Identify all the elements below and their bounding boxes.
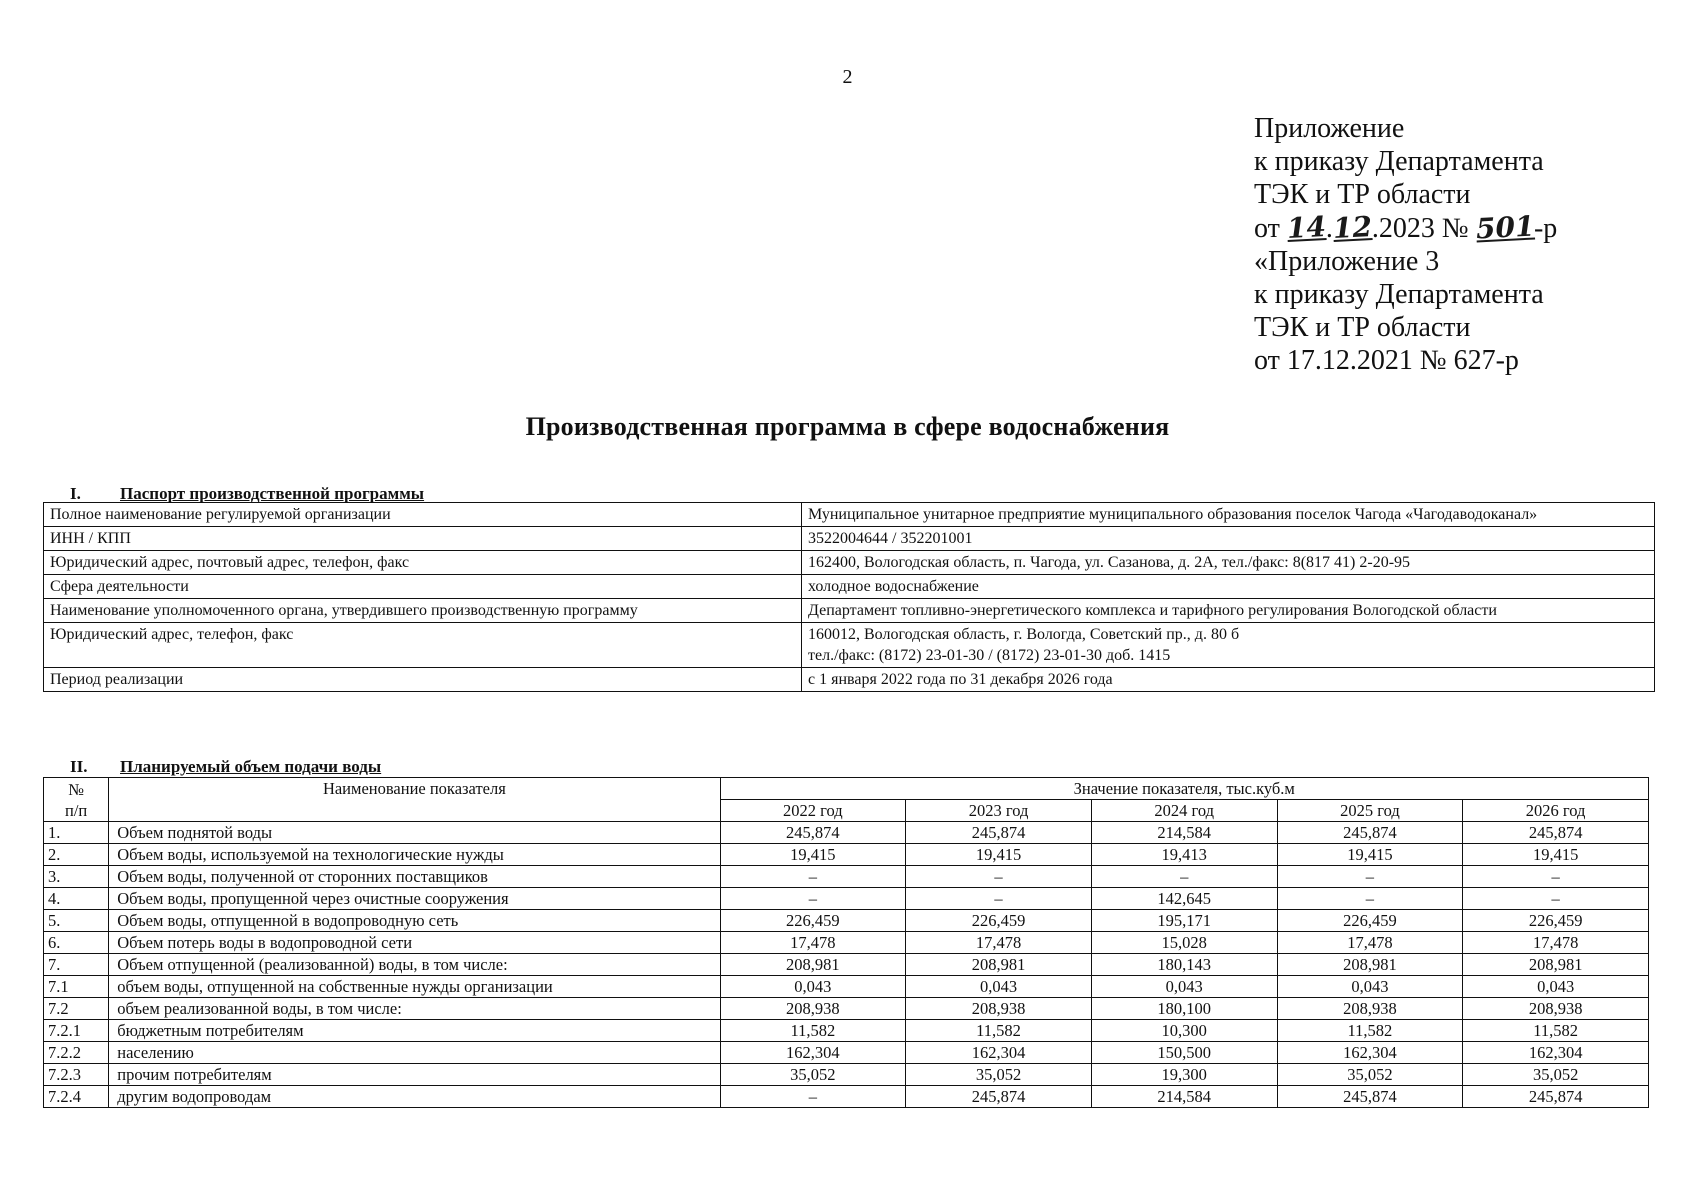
passport-value <box>802 623 1655 668</box>
row-number: 7. <box>44 954 109 976</box>
passport-value-line: 160012, Вологодская область, г. Вологда, Советский пр., д. 80 б <box>808 626 1240 643</box>
handwritten-day: 14 <box>1286 210 1327 245</box>
row-number: 3. <box>44 866 109 888</box>
indicator-value: 226,459 <box>720 910 906 932</box>
column-header-number <box>44 778 109 822</box>
header-text: № <box>68 779 84 799</box>
indicator-value: – <box>1277 888 1463 910</box>
indicator-value: 180,100 <box>1091 998 1277 1020</box>
section-heading-passport <box>70 484 424 504</box>
indicator-value: 15,028 <box>1091 932 1277 954</box>
passport-label: Юридический адрес, почтовый адрес, телефон, факс <box>44 551 802 575</box>
indicator-name: Объем отпущенной (реализованной) воды, в том числе: <box>109 954 720 976</box>
indicator-value: – <box>720 888 906 910</box>
row-number: 7.2.3 <box>44 1064 109 1086</box>
table-row <box>44 1042 1649 1064</box>
indicator-value: 245,874 <box>1277 822 1463 844</box>
appendix-line: от 17.12.2021 № 627-р <box>1254 345 1519 376</box>
indicator-value: 19,413 <box>1091 844 1277 866</box>
indicator-value: – <box>720 866 906 888</box>
document-title: Производственная программа в сфере водоснабжения <box>525 412 1170 441</box>
row-number: 7.2.2 <box>44 1042 109 1064</box>
indicator-value: 245,874 <box>1463 822 1649 844</box>
table-row <box>44 910 1649 932</box>
table-row <box>44 527 1655 551</box>
indicator-value: 226,459 <box>906 910 1092 932</box>
column-header-year: 2024 год <box>1091 800 1277 822</box>
indicator-value: 208,981 <box>906 954 1092 976</box>
indicator-value: 19,300 <box>1091 1064 1277 1086</box>
indicator-value: 0,043 <box>720 976 906 998</box>
indicator-value: 245,874 <box>906 1086 1092 1108</box>
passport-value: 162400, Вологодская область, п. Чагода, ул. Сазанова, д. 2А, тел./факс: 8(817 41) 2-20-95 <box>802 551 1655 575</box>
indicator-value: 0,043 <box>1091 976 1277 998</box>
row-number: 7.2.4 <box>44 1086 109 1108</box>
table-row <box>44 623 1655 668</box>
indicator-value: 11,582 <box>1463 1020 1649 1042</box>
table-row <box>44 1020 1649 1042</box>
indicator-value: 208,938 <box>906 998 1092 1020</box>
column-header-name: Наименование показателя <box>109 778 720 822</box>
passport-value: 3522004644 / 352201001 <box>802 527 1655 551</box>
date-separator: . <box>1325 213 1333 244</box>
indicator-value: 19,415 <box>1277 844 1463 866</box>
indicator-value: 0,043 <box>1277 976 1463 998</box>
page-number: 2 <box>842 66 853 88</box>
indicator-value: 150,500 <box>1091 1042 1277 1064</box>
appendix-line: к приказу Департамента <box>1254 279 1544 310</box>
passport-value: Муниципальное унитарное предприятие муниципального образования поселок Чагода «Чагодаводоканал» <box>802 503 1655 527</box>
passport-table <box>43 502 1655 692</box>
indicator-value: 214,584 <box>1091 822 1277 844</box>
row-number: 7.1 <box>44 976 109 998</box>
indicator-value: 35,052 <box>1463 1064 1649 1086</box>
indicator-name: Объем воды, пропущенной через очистные сооружения <box>109 888 720 910</box>
indicator-value: 11,582 <box>720 1020 906 1042</box>
order-year: .2023 № <box>1371 213 1476 244</box>
passport-label: Наименование уполномоченного органа, утвердившего производственную программу <box>44 599 802 623</box>
indicator-name: Объем воды, полученной от сторонних поставщиков <box>109 866 720 888</box>
indicator-value: 208,938 <box>1277 998 1463 1020</box>
indicator-name: Объем воды, используемой на технологические нужды <box>109 844 720 866</box>
table-row <box>44 575 1655 599</box>
passport-label: ИНН / КПП <box>44 527 802 551</box>
table-row <box>44 866 1649 888</box>
table-row <box>44 932 1649 954</box>
indicator-value: 17,478 <box>720 932 906 954</box>
appendix-block <box>1254 112 1557 377</box>
indicator-value: 208,981 <box>1463 954 1649 976</box>
passport-label: Полное наименование регулируемой организации <box>44 503 802 527</box>
table-row <box>44 1086 1649 1108</box>
indicator-value: 208,938 <box>1463 998 1649 1020</box>
column-header-year: 2023 год <box>906 800 1092 822</box>
indicator-value: 0,043 <box>906 976 1092 998</box>
indicator-name: Объем воды, отпущенной в водопроводную сеть <box>109 910 720 932</box>
indicator-value: 180,143 <box>1091 954 1277 976</box>
indicator-name: Объем поднятой воды <box>109 822 720 844</box>
order-suffix: -р <box>1533 213 1558 244</box>
indicator-value: 35,052 <box>1277 1064 1463 1086</box>
indicator-value: 19,415 <box>906 844 1092 866</box>
table-row <box>44 976 1649 998</box>
indicator-value: 245,874 <box>906 822 1092 844</box>
indicator-value: – <box>906 888 1092 910</box>
column-header-year: 2022 год <box>720 800 906 822</box>
indicator-value: 35,052 <box>720 1064 906 1086</box>
table-header-row <box>44 778 1649 800</box>
table-row <box>44 1064 1649 1086</box>
appendix-line: «Приложение 3 <box>1254 246 1440 277</box>
section-heading-volumes <box>70 757 381 777</box>
row-number: 4. <box>44 888 109 910</box>
row-number: 1. <box>44 822 109 844</box>
indicator-value: 0,043 <box>1463 976 1649 998</box>
indicator-value: 208,938 <box>720 998 906 1020</box>
appendix-line: Приложение <box>1254 113 1405 144</box>
section-number: II. <box>70 757 88 776</box>
appendix-order-date-line <box>1254 211 1557 245</box>
handwritten-order-number: 501 <box>1474 209 1535 246</box>
indicator-name: другим водопроводам <box>109 1086 720 1108</box>
indicator-value: 162,304 <box>1463 1042 1649 1064</box>
indicator-value: – <box>1463 866 1649 888</box>
passport-value-line: тел./факс: (8172) 23-01-30 / (8172) 23-01-30 доб. 1415 <box>808 647 1171 664</box>
water-volume-table <box>43 777 1649 1108</box>
indicator-value: – <box>906 866 1092 888</box>
table-row <box>44 888 1649 910</box>
table-row <box>44 998 1649 1020</box>
indicator-value: 142,645 <box>1091 888 1277 910</box>
row-number: 2. <box>44 844 109 866</box>
row-number: 6. <box>44 932 109 954</box>
indicator-value: 162,304 <box>1277 1042 1463 1064</box>
indicator-name: бюджетным потребителям <box>109 1020 720 1042</box>
indicator-value: 17,478 <box>1463 932 1649 954</box>
header-text: п/п <box>64 800 88 820</box>
row-number: 7.2.1 <box>44 1020 109 1042</box>
table-row <box>44 599 1655 623</box>
row-number: 7.2 <box>44 998 109 1020</box>
indicator-value: 35,052 <box>906 1064 1092 1086</box>
column-header-year: 2025 год <box>1277 800 1463 822</box>
appendix-line: ТЭК и ТР области <box>1254 312 1471 343</box>
indicator-value: – <box>1277 866 1463 888</box>
indicator-value: 162,304 <box>906 1042 1092 1064</box>
table-row <box>44 954 1649 976</box>
section-title: Паспорт производственной программы <box>120 484 425 503</box>
indicator-value: 245,874 <box>720 822 906 844</box>
section-number: I. <box>70 484 81 503</box>
indicator-value: – <box>720 1086 906 1108</box>
indicator-name: Объем потерь воды в водопроводной сети <box>109 932 720 954</box>
indicator-value: 19,415 <box>1463 844 1649 866</box>
section-title: Планируемый объем подачи воды <box>120 757 382 776</box>
indicator-name: населению <box>109 1042 720 1064</box>
table-row <box>44 668 1655 692</box>
handwritten-month: 12 <box>1332 210 1373 245</box>
indicator-value: 245,874 <box>1277 1086 1463 1108</box>
table-row <box>44 822 1649 844</box>
order-prefix: от <box>1254 213 1287 244</box>
indicator-name: объем воды, отпущенной на собственные нужды организации <box>109 976 720 998</box>
table-row <box>44 503 1655 527</box>
indicator-value: – <box>1463 888 1649 910</box>
indicator-value: – <box>1091 866 1277 888</box>
table-row <box>44 551 1655 575</box>
indicator-value: 11,582 <box>1277 1020 1463 1042</box>
indicator-value: 245,874 <box>1463 1086 1649 1108</box>
appendix-line: ТЭК и ТР области <box>1254 179 1471 210</box>
passport-value: с 1 января 2022 года по 31 декабря 2026 года <box>802 668 1655 692</box>
indicator-value: 208,981 <box>1277 954 1463 976</box>
indicator-value: 226,459 <box>1463 910 1649 932</box>
passport-value: холодное водоснабжение <box>802 575 1655 599</box>
indicator-value: 226,459 <box>1277 910 1463 932</box>
indicator-name: объем реализованной воды, в том числе: <box>109 998 720 1020</box>
indicator-value: 19,415 <box>720 844 906 866</box>
indicator-value: 162,304 <box>720 1042 906 1064</box>
indicator-value: 195,171 <box>1091 910 1277 932</box>
indicator-name: прочим потребителям <box>109 1064 720 1086</box>
volume-rows <box>44 822 1649 1108</box>
passport-label: Период реализации <box>44 668 802 692</box>
passport-value: Департамент топливно-энергетического комплекса и тарифного регулирования Вологодской области <box>802 599 1655 623</box>
passport-label: Юридический адрес, телефон, факс <box>44 623 802 668</box>
indicator-value: 208,981 <box>720 954 906 976</box>
indicator-value: 17,478 <box>1277 932 1463 954</box>
table-row <box>44 844 1649 866</box>
indicator-value: 17,478 <box>906 932 1092 954</box>
column-header-year: 2026 год <box>1463 800 1649 822</box>
indicator-value: 214,584 <box>1091 1086 1277 1108</box>
row-number: 5. <box>44 910 109 932</box>
indicator-value: 11,582 <box>906 1020 1092 1042</box>
passport-label: Сфера деятельности <box>44 575 802 599</box>
column-group-header-values: Значение показателя, тыс.куб.м <box>720 778 1648 800</box>
appendix-line: к приказу Департамента <box>1254 146 1544 177</box>
indicator-value: 10,300 <box>1091 1020 1277 1042</box>
